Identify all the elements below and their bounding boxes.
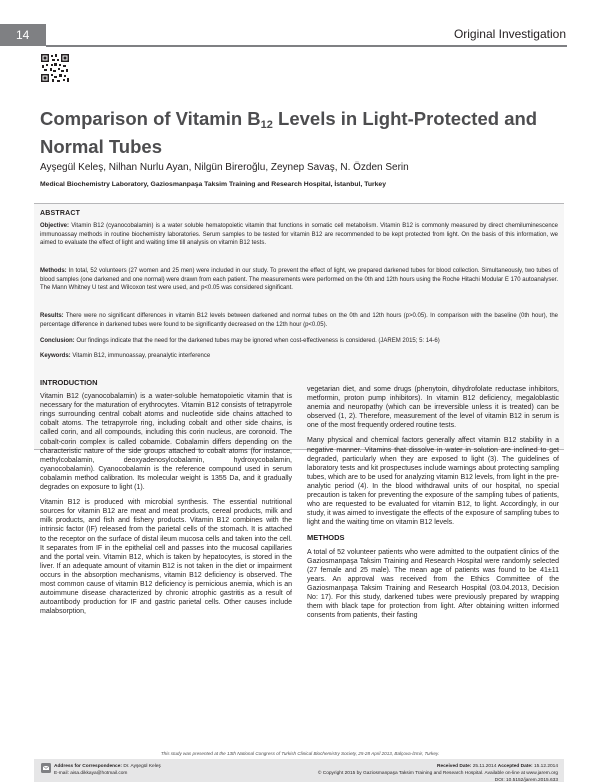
author-list: Ayşegül Keleş, Nilhan Nurlu Ayan, Nilgün Bireroğlu, Zeynep Savaş, N. Özden Serin (40, 162, 409, 173)
intro-paragraph-1: Vitamin B12 (cyanocobalamin) is a water-soluble hematopoietic vitamin that is necessary for the maturation of erythrocytes. Vitamin B12 consists of tetrapyrrole rings surrounding central cobalt atoms and nucleotide side chains attached to cobalt atoms. The tetrapyrrole ring, including cobalt and other side chains, is called corin, and all compounds, including this corin nucleus, are coronoid. The cobalt-corin complex is called cobamide. Cobalamin differs depending on the characteristic nature of the side groups attached to cobalt atoms (for instance, methylcobalamin, deoxyadenosylcobalamin, hydroxycobalamin, cyanocobalamin). Cyanocobalamin is the reference compound used in serum cobalamin method calibration. Its molecular weight is 1355 Da, and it gradually degrades on exposure to light (1). (40, 393, 292, 492)
right-column (307, 385, 559, 626)
abstract-methods: Methods: In total, 52 volunteers (27 women and 25 men) were included in our study. To prevent the effect of light, we prepared darkened tubes for blood collection. Simultaneously, two tubes of blood samples (one darkened and one normal) were drawn from each patient. The measurements were performed on the 0th and 12th hours using the Roche Hitachi Modular E 170 autoanalyser. The Mann Whitney U test and Wilcoxon test were used, and p<0.05 was considered significant. (40, 268, 558, 291)
abstract-conclusion: Conclusion: Our findings indicate that the need for the darkened tubes may be ignored when cost-effectiveness is considered. (JAREM 2015; 5: 14-6) (40, 338, 440, 344)
article-dates: Received Date: 25.11.2014 Accepted Date: 15.12.2014 © Copyright 2015 by Gaziosmanpaşa Taksim Training and Research Hospital. Available on-line at www.jarem.org DOI: 10.5152/jarem.2015.633 (308, 763, 558, 782)
introduction-heading: INTRODUCTION (40, 378, 98, 387)
abstract-heading: ABSTRACT (40, 210, 81, 217)
copyright-line: © Copyright 2015 by Gaziosmanpaşa Taksim Training and Research Hospital. Available on-line at www.jarem.org (317, 771, 558, 776)
qr-code-icon (40, 53, 70, 83)
page-number: 14 (0, 24, 46, 46)
envelope-icon (41, 763, 51, 773)
header-rule (46, 45, 567, 47)
intro-paragraph-3: vegetarian diet, and some drugs (phenytoin, dihydrofolate reductase inhibitors, metformin, proton pump inhibitors). In vitamin B12 deficiency, megaloblastic anemia and neuropathy (which can be irreversible unless it is treated) can be observed (1, 2). Therefore, measurement of the level of vitamin B12 in serum is one of the most frequently ordered routine tests. (307, 386, 559, 430)
abstract-objective: Objective: Vitamin B12 (cyanocobalamin) is a water soluble hematopoietic vitamin that functions in somatic cell metabolism. Vitamin B12 is commonly measured by direct chemiluminescence immunoassay methods in routine biochemistry laboratories. Serum samples to be tested for vitamin B12 are recommended to be kept protected from light. On the basis of this information, we aimed to evaluate the effect of light and waiting time till analysis on vitamin B12 tests. (40, 223, 558, 246)
correspondence-email[interactable]: E-mail: aisa.dikkaya@hotmail.com (54, 771, 128, 776)
affiliation: Medical Biochemistry Laboratory, Gaziosmanpaşa Taksim Training and Research Hospital, İstanbul, Turkey (40, 181, 386, 188)
abstract-keywords: Keywords: Vitamin B12, immunoassay, preanalytic interference (40, 353, 211, 359)
methods-paragraph-1: A total of 52 volunteer patients who were admitted to the outpatient clinics of the Gaziosmanpaşa Taksim Training and Research Hospital were randomly selected (27 female and 25 male). The mean age of patients was found to be 41±11 years. An approval was received from the Ethics Committee of the Gaziosmanpaşa Taksim Training and Research Hospital (03.04.2013, Decision No: 17). For this study, darkened tubes were previously prepared by wrapping them with black tape for protection from light. After obtaining written informed consents from patients, their fasting (307, 548, 559, 620)
intro-paragraph-4: Many physical and chemical factors generally affect vitamin B12 stability in a negative manner. Vitamins that dissolve in water in solution are inclined to get degraded, particularly when they are exposed to light (3). The guidelines of laboratory tests and kit prospectuses include warnings about protecting sampling tubes, which are to be used for analyzing vitamin B12 levels, from light in the pre-analytic period (4). In the blood withdrawal units of our hospital, no special precaution is taken for preventing the exposure of the sampling tubes of patients, who are requested to be evaluated for vitamin B12, to light. Accordingly, in our study, it was aimed to investigate the effects of the exposure of sampling tubes to light and the waiting time on vitamin B12 levels. (307, 437, 559, 527)
correspondence-info: Address for Correspondence: Dr. Ayşegül Keleş E-mail: aisa.dikkaya@hotmail.com (54, 764, 161, 776)
doi-line[interactable]: DOI: 10.5152/jarem.2015.633 (494, 778, 558, 782)
methods-heading: METHODS (307, 533, 345, 543)
presentation-footnote: This study was presented at the 13th National Congress of Turkish Clinical Biochemistry Society, 25-28 April 2013, Balçova-İzmir, Turkey. (160, 751, 440, 756)
article-title: Comparison of Vitamin $B_{12}$ Levels in Light-Protected and Normal Tubes (40, 108, 538, 157)
intro-paragraph-2: Vitamin B12 is produced with microbial synthesis. The essential nutritional sources for vitamin B12 are meat and meat products, cereal products, milk and milk products, and fish and fishery products. Vitamin B12 combines with the intrinsic factor (IF) released from the parietal cells of the stomach. It is attached to the receptor on the surface of distal ileum mucosa cells and taken into the cell. It separates from IF in the epithelial cell and passes into the mucosal capillaries and the portal vein. Vitamin B12, which is taken by hepatocytes, is stored in the liver. If an adequate amount of vitamin B12 is not taken in the diet or impairment occurs in the absorption mechanisms, vitamin B12 deficiency is observed. The most common cause of vitamin B12 deficiency is pernicious anemia, which is an autoimmune disease characterized by chronic atrophic gastritis as a result of autoantibody production for IF and gastric parietal cells. Other causes include malabsorption, (40, 499, 292, 616)
left-column (40, 376, 292, 622)
section-label: Original Investigation (453, 27, 566, 41)
abstract-results: Results: There were no significant differences in vitamin B12 levels between darkened and normal tubes on the 0th and 12th hours (p>0.05). In comparison with the baseline (0th hour), the percentage difference in darkened tubes were found to be significantly decreased on the 12th hour (p<0.05). (40, 313, 558, 328)
